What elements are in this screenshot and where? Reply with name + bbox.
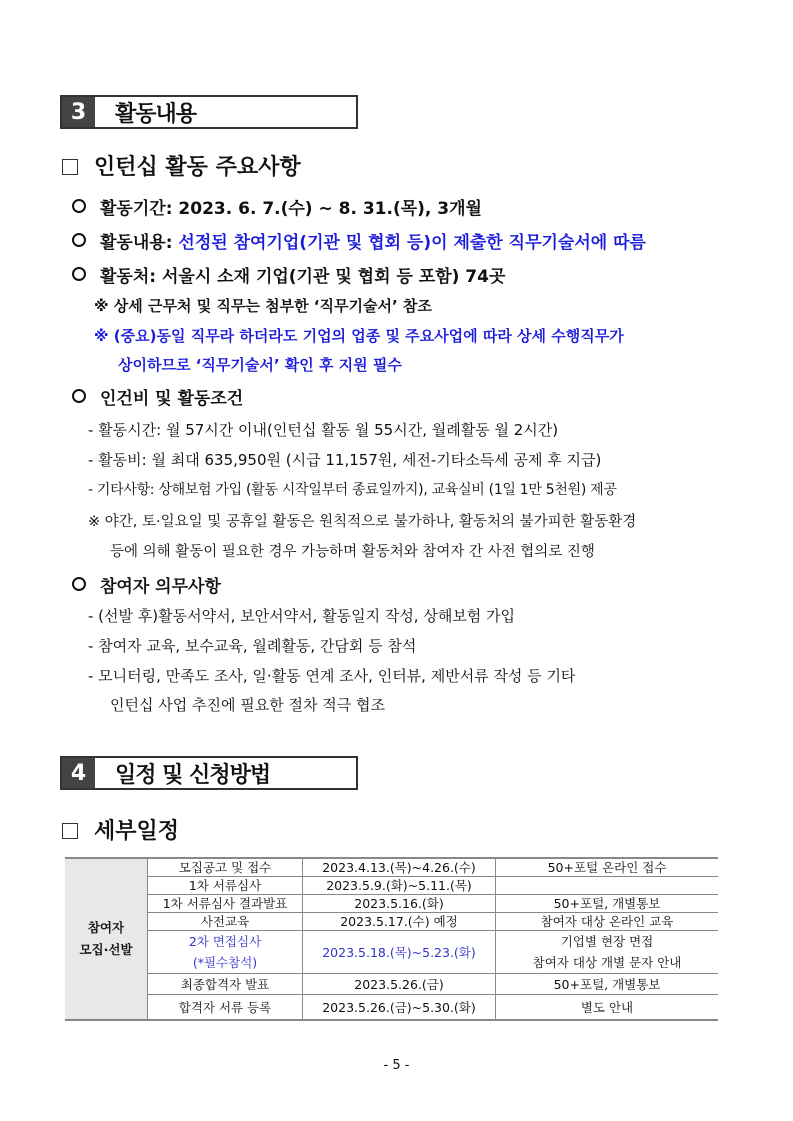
section-title: 활동내용 <box>115 101 197 127</box>
step-cell: 사전교육 <box>148 913 303 931</box>
subsection-title: 인턴십 활동 주요사항 <box>94 155 301 180</box>
note-text: 참여자 대상 개별 문자 안내 <box>532 955 682 970</box>
pay-note-cont: 등에 의해 활동이 필요한 경우 가능하며 활동처와 참여자 간 사전 협의로 진행 <box>110 544 595 560</box>
table-row <box>65 931 718 974</box>
square-bullet-icon <box>62 823 78 839</box>
group-label: 참여자 <box>87 920 125 935</box>
date-cell: 2023.4.13.(목)~4.26.(수) <box>303 858 496 877</box>
note-important-cont: 상이하므로 ‘직무기술서’ 확인 후 지원 필수 <box>118 356 402 374</box>
table-row <box>65 858 718 877</box>
section-number: 3 <box>62 97 95 127</box>
step-cell: 모집공고 및 접수 <box>148 858 303 877</box>
date-cell: 2023.5.26.(금)~5.30.(화) <box>303 995 496 1021</box>
circle-bullet-icon <box>72 233 86 247</box>
section-header-4 <box>60 756 358 790</box>
value: 서울시 소재 기업(기관 및 협회 등 포함) 74곳 <box>162 267 506 287</box>
step-cell: 1차 서류심사 결과발표 <box>148 895 303 913</box>
group-cell <box>65 858 148 1020</box>
value: 선정된 참여기업(기관 및 협회 등)이 제출한 직무기술서에 따름 <box>178 233 646 253</box>
duty-line-cont: 인턴십 사업 추진에 필요한 절차 적극 협조 <box>110 696 385 714</box>
note-text: 기업별 현장 면접 <box>560 934 654 949</box>
section-number: 4 <box>62 758 95 788</box>
table-row <box>65 995 718 1021</box>
group-label: 모집·선발 <box>79 942 133 957</box>
table-row <box>65 913 718 931</box>
item-place <box>72 262 505 287</box>
subsection-heading <box>62 814 179 845</box>
item-pay <box>72 384 243 409</box>
pay-line: - 기타사항: 상해보험 가입 (활동 시작일부터 종료일까지), 교육실비 (1일 1만 5천원) 제공 <box>88 482 617 498</box>
table-row <box>65 974 718 995</box>
subsection-title: 세부일정 <box>94 819 180 844</box>
label: 활동내용: <box>100 233 173 253</box>
note-cell <box>496 931 719 974</box>
pay-line: - 활동비: 월 최대 635,950원 (시급 11,157원, 세전-기타소득세 공제 후 지급) <box>88 451 602 469</box>
label: 참여자 의무사항 <box>100 577 221 597</box>
item-duty <box>72 572 221 597</box>
duty-line: - (선발 후)활동서약서, 보안서약서, 활동일지 작성, 상해보험 가입 <box>88 607 516 625</box>
note-cell: 50+포털, 개별통보 <box>496 895 719 913</box>
note-important: ※ (중요)동일 직무라 하더라도 기업의 업종 및 주요사업에 따라 상세 수행직무가 <box>94 327 624 345</box>
step-cell: 1차 서류심사 <box>148 877 303 895</box>
label: 활동기간: <box>100 199 173 219</box>
circle-bullet-icon <box>72 267 86 281</box>
circle-bullet-icon <box>72 389 86 403</box>
note-cell: 별도 안내 <box>496 995 719 1021</box>
date-cell: 2023.5.16.(화) <box>303 895 496 913</box>
step-text: (*필수참석) <box>192 955 258 970</box>
step-cell: 합격자 서류 등록 <box>148 995 303 1021</box>
date-cell: 2023.5.26.(금) <box>303 974 496 995</box>
square-bullet-icon <box>62 159 78 175</box>
note: ※ 상세 근무처 및 직무는 첨부한 ‘직무기술서’ 참조 <box>94 297 432 315</box>
page-number: - 5 - <box>383 1058 410 1073</box>
table-row <box>65 895 718 913</box>
schedule-table <box>65 857 718 1021</box>
pay-line: - 활동시간: 월 57시간 이내(인턴십 활동 월 55시간, 월례활동 월 2시간) <box>88 421 559 439</box>
duty-line: - 모니터링, 만족도 조사, 일·활동 연계 조사, 인터뷰, 제반서류 작성 등 기타 <box>88 667 576 685</box>
step-cell: 최종합격자 발표 <box>148 974 303 995</box>
section-header-3 <box>60 95 358 129</box>
date-cell: 2023.5.9.(화)~5.11.(목) <box>303 877 496 895</box>
section-title: 일정 및 신청방법 <box>115 762 271 788</box>
item-content <box>72 228 646 253</box>
value: 2023. 6. 7.(수) ~ 8. 31.(목), 3개월 <box>178 199 482 219</box>
table-row <box>65 877 718 895</box>
note-cell: 50+포털, 개별통보 <box>496 974 719 995</box>
step-cell <box>148 931 303 974</box>
date-cell: 2023.5.17.(수) 예정 <box>303 913 496 931</box>
duty-line: - 참여자 교육, 보수교육, 월례활동, 간담회 등 참석 <box>88 637 417 655</box>
step-text: 2차 면접심사 <box>188 934 262 949</box>
item-period <box>72 194 482 219</box>
label: 활동처: <box>100 267 157 287</box>
note-cell <box>496 877 719 895</box>
label: 인건비 및 활동조건 <box>100 389 244 409</box>
circle-bullet-icon <box>72 577 86 591</box>
note-cell: 50+포털 온라인 접수 <box>496 858 719 877</box>
subsection-heading <box>62 150 301 181</box>
date-cell: 2023.5.18.(목)~5.23.(화) <box>303 931 496 974</box>
note-cell: 참여자 대상 온라인 교육 <box>496 913 719 931</box>
circle-bullet-icon <box>72 199 86 213</box>
pay-note: ※ 야간, 토·일요일 및 공휴일 활동은 원칙적으로 불가하나, 활동처의 불가피한 활동환경 <box>88 514 637 530</box>
